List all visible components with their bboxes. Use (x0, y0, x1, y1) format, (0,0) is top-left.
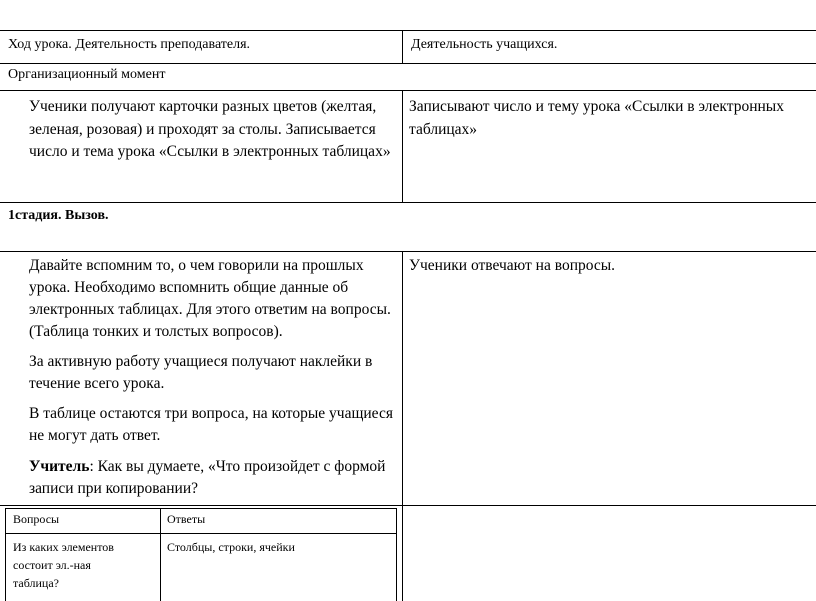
border-header-bottom (0, 63, 816, 64)
teacher-label: Учитель (29, 458, 90, 475)
stage-student-text: Ученики отвечают на вопросы. (409, 257, 616, 274)
org-moment-title: Организационный момент (8, 67, 166, 82)
col-divider-header (402, 30, 403, 63)
col-divider-stage (402, 251, 403, 601)
qa-col-divider (160, 508, 161, 601)
org-student-line-1: Записывают число и тему урока «Ссылки в электронных (409, 98, 784, 115)
qa-row-1-question-line-2: состоит эл.-ная (13, 558, 91, 572)
qa-header-answers: Ответы (167, 512, 206, 526)
stage-teacher-p2-line-2: течение всего урока. (29, 375, 165, 392)
teacher-question: : Как вы думаете, «Что произойдет с формой (89, 458, 386, 475)
stage-teacher-p1-line-1: Давайте вспомним то, о чем говорили на прошлых (29, 257, 364, 274)
qa-header-questions: Вопросы (13, 512, 60, 526)
header-student-activity: Деятельность учащихся. (411, 37, 558, 52)
org-teacher-line-2: зеленая, розовая) и проходят за столы. Записывается (29, 121, 376, 138)
qa-border-left (5, 508, 6, 601)
qa-row-1-question-line-3: таблица? (13, 576, 60, 590)
border-org-title-bottom (0, 90, 816, 91)
stage-teacher-p1-line-3: электронных таблицах. Для этого ответим на вопросы. (29, 301, 391, 318)
qa-row-1-answer: Столбцы, строки, ячейки (167, 540, 295, 554)
qa-border-header-bottom (5, 533, 397, 534)
qa-border-right (396, 508, 397, 601)
col-divider-org (402, 90, 403, 202)
org-teacher-line-1: Ученики получают карточки разных цветов (желтая, (29, 98, 377, 115)
border-stage-title-bottom (0, 251, 816, 252)
stage-teacher-p3-line-1: В таблице остаются три вопроса, на которые учащиеся (29, 405, 393, 422)
border-stage-row-bottom (0, 505, 816, 506)
org-teacher-line-3: число и тема урока «Ссылки в электронных таблицах» (29, 143, 391, 160)
qa-row-1-question-line-1: Из каких элементов (13, 540, 114, 554)
border-top (0, 30, 816, 31)
stage-teacher-p1-line-2: урока. Необходимо вспомнить общие данные об (29, 279, 349, 296)
stage-teacher-p1-line-4: (Таблица тонких и толстых вопросов). (29, 323, 283, 340)
org-student-line-2: таблицах» (409, 121, 478, 138)
stage-teacher-p4-line-1 (29, 456, 385, 477)
border-org-row-bottom (0, 202, 816, 203)
header-teacher-activity: Ход урока. Деятельность преподавателя. (8, 37, 251, 52)
stage-teacher-p3-line-2: не могут дать ответ. (29, 427, 161, 444)
stage-teacher-p2-line-1: За активную работу учащиеся получают наклейки в (29, 353, 373, 370)
qa-border-top (5, 508, 397, 509)
stage-1-title: 1стадия. Вызов. (8, 208, 109, 223)
stage-teacher-p4-line-2: записи при копировании? (29, 480, 198, 497)
